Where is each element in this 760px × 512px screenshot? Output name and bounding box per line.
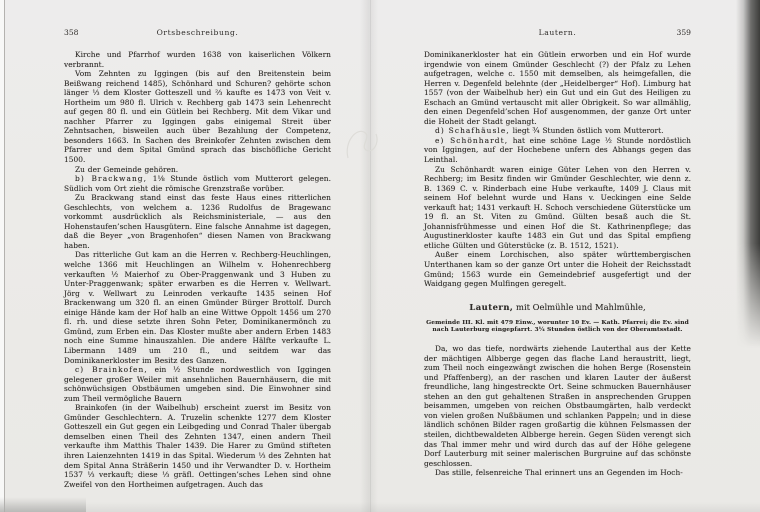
paragraph: Zu Schönhardt waren einige Güter Lehen von den Herren v. Rechberg; im Besitz finden wir Gmünder Geschlechter, wie denn z. B. 1369 C. v. Rinderbach eine Hube verkaufte, 1409 J. Claus mit seinem Hof belehnt wurde und Hans v. Ueckingen eine Selde verkauft hat; 1431 verkauft H. Schoch verschiedene Güterstücke um 19 fl. an St. Viten zu Gmünd. Gülten besaß auch die St. Johannisfrühmesse und einen Hof die St. Kathrinenpflege; das Augustinerkloster kaufte 1483 ein Gut und das Spital empfieng etliche Gülten und Güterstücke (z. B. 1512, 1521).: [424, 164, 691, 250]
running-head-left: [64, 28, 331, 38]
paragraph: e) Schönhardt, hat eine schöne Lage ½ Stunde nordöstlich von Iggingen, auf der Hochebene unfern des Abhangs gegen das Leinthal.: [424, 135, 691, 165]
running-head-title-left: Ortsbeschreibung.: [156, 28, 239, 37]
page-number-right: 359: [676, 28, 691, 37]
page-gutter-shadow: [360, 0, 378, 512]
paragraph: b) Brackwang, 1⅛ Stunde östlich vom Mutterort gelegen. Südlich vom Ort zieht die römische Grenzstraße vorüber.: [64, 174, 331, 193]
right-page: [424, 28, 691, 478]
left-page: [64, 28, 331, 489]
scan-edge-left-line: [4, 0, 5, 512]
paragraph: Das ritterliche Gut kam an die Herren v. Rechberg-Heuchlingen, welche 1366 mit Heuchlingen an Wilhelm v. Hohenrechberg verkauften ½ Maierhof zu Ober-Praggenwank und 3 Huben zu Unter-Praggenwank; später erwarben es die Herren v. Wellwart. Jörg v. Wellwart zu Leinroden verkaufte 1435 seinen Hof Brackenwang um 320 fl. an einen Gmünder Bürger Brottolf. Durch einige Hände kam der Hof halb an eine Wittwe Oppolt 1456 um 270 fl. rh. und diese setzte ihren Sohn Peter, Dominikanermönch zu Gmünd, zum Erben ein. Das Kloster mußte aber andern Erben 1483 noch eine Summe hinauszahlen. Die andere Hälfte verkaufte L. Libermann 1489 um 210 fl., und seitdem war das Dominikanerkloster im Besitz des Ganzen.: [64, 250, 331, 365]
paragraph: Brainkofen (in der Waibelhub) erscheint zuerst im Besitz von Gmünder Geschlechtern. A. Truzelin schenkte 1277 dem Kloster Gotteszell ein Gut gegen ein Leibgeding und Conrad Thaler übergab demselben einen Theil des Zehnten 1347, einen andern Theil verkaufte ihm Matthis Thaler 1439. Die Harer zu Gmünd stifteten ihren Laienzehnten 1419 in das Spital. Wiederum ⅓ des Zehnten hat dem Spital Anna Sträßerin 1450 und ihr Verwandter D. v. Hortheim 1537 ⅓ verkauft; diese ⅓ gräfl. Oettingen’sches Lehen sind ohne Zweifel von den Hortheimen aufgetragen. Auch das: [64, 403, 331, 489]
paragraph: Da, wo das tiefe, nordwärts ziehende Lauterthal aus der Kette der mächtigen Albberge gegen das flache Land heraustritt, liegt, zum Theil noch eingezwängt zwischen die hohen Berge (Rosenstein und Pfaffenberg), an der raschen und klaren Lauter der äußerst freundliche, lang hingestreckte Ort. Seine schmucken Bauernhäuser stehen an den gut gehaltenen Straßen in ansprechenden Gruppen beisammen, umgeben von reichen Obstbaumgärten, halb verdeckt von vielen großen Nußbäumen und schlanken Pappeln; und in diese ländlich schönen Bilder ragen großartig die kühnen Felsmassen der steilen, dichtbewaldeten Albberge herein. Gegen Süden verengt sich das Thal immer mehr und wird durch das auf der Höhe gelegene Dorf Lauterburg mit seiner malerischen Burgruine auf das schönste geschlossen.: [424, 344, 691, 468]
paragraph: Zu Brackwang stand einst das feste Haus eines ritterlichen Geschlechts, von welchem a. 1236 Rudolfus de Bragewanc vorkommt ausdrücklich als Reichsministeriale, — aus den Hohenstaufen’schen Hausgütern. Eine falsche Annahme ist dagegen, daß die Beyer „von Bragenhofen“ diesen Namen von Brackwang haben.: [64, 193, 331, 250]
paragraph: Vom Zehnten zu Iggingen (bis auf den Breitenstein beim Beißwang reichend 1485), Schönhard und Schuren? gehörte schon länger ⅓ dem Kloster Gotteszell und ⅔ kaufte es 1473 von Veit v. Hortheim um 980 fl. Ulrich v. Rechberg gab 1473 sein Lehenrecht auf gegen 80 fl. und ein Gütlein bei Rechberg. Mit dem Vikar und nachher Pfarrer zu Iggingen gabs einigemal Streit über Zehntsachen, bisweilen auch über Bezahlung der Competenz, besonders 1663. In Sachen des Breinkofer Zehnten zwischen dem Pfarrer und dem Spital Gmünd sprach das bischöfliche Gericht 1500.: [64, 69, 331, 165]
paragraph: Das stille, felsenreiche Thal erinnert uns an Gegenden im Hoch-: [435, 468, 683, 478]
paragraph: Zu der Gemeinde gehören.: [75, 164, 179, 174]
paragraph: Dominikanerkloster hat ein Gütlein erworben und ein Hof wurde irgendwie von einem Gmünder Geschlecht (?) der Pfalz zu Lehen aufgetragen, welche c. 1550 mit demselben, als heimgefallen, die Herren v. Degenfeld belehnte (der „Heidelberger“ Hof). Limburg hat 1557 (von der Waibelhub her) ein Gut und ein Gut des Heiligen zu Eschach an Gmünd vertauscht mit aller Obrigkeit. So war allmählig, den einen Degenfeld’schen Hof ausgenommen, der ganze Ort unter die Hoheit der Stadt gelangt.: [424, 50, 691, 126]
right-page-body: [424, 50, 691, 478]
gemeinde-note: Gemeinde III. Kl. mit 479 Einw., worunter 10 Ev. — Kath. Pfarrei; die Ev. sind nach Lauterburg eingepfarrt. 3¼ Stunden östlich von der Oberamtsstadt.: [426, 318, 689, 334]
scan-bottom-shade: [0, 502, 760, 512]
left-page-body: [64, 50, 331, 489]
scan-hair-artifact: [342, 124, 384, 168]
running-head-right: [424, 28, 691, 38]
paragraph: Außer einem Lorchischen, also später württembergischen Unterthanen kam so der ganze Ort unter die Hoheit der Reichsstadt Gmünd; 1563 wurde ein Gemeindebrief ausgefertigt und der Waidgang gegen Mulfingen geregelt.: [424, 250, 691, 289]
running-head-title-right: Lautern.: [538, 28, 577, 37]
page-gutter-line: [370, 0, 371, 512]
page-number-left: 358: [64, 28, 79, 37]
section-heading: Lautern, mit Oelmühle und Mahlmühle,: [469, 301, 646, 312]
scan-edge-right: [736, 0, 760, 348]
paragraph: c) Brainkofen, ein ½ Stunde nordwestlich von Iggingen gelegener großer Weiler mit ansehnlichen Bauernhäusern, die mit schönwüchsigen Obstbäumen umgeben sind. Die Einwohner sind zum Theil vermögliche Bauern: [64, 365, 331, 403]
paragraph: d) Schafhäusle, liegt ¾ Stunden östlich vom Mutterort.: [435, 126, 664, 136]
paragraph: Kirche und Pfarrhof wurden 1638 von kaiserlichen Völkern verbrannt.: [64, 50, 331, 69]
